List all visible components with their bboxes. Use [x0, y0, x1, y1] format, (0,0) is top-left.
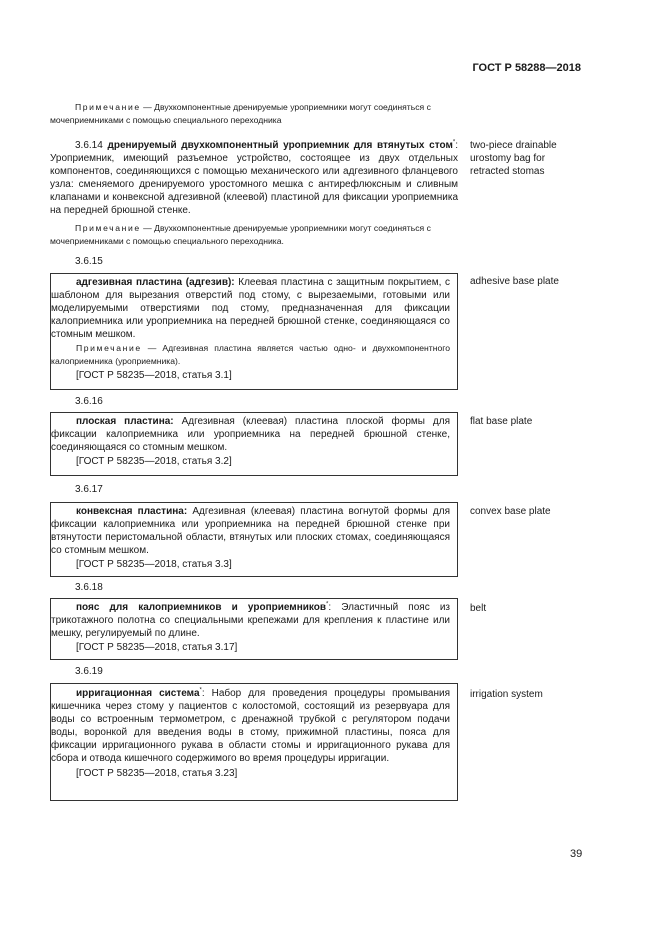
box-note-text: — Адгезивная пластина является частью одно- и двухкомпонентного калоприемника (уроприемника). — [51, 343, 450, 367]
term-definition-3-6-17 — [51, 505, 450, 557]
term-number-3-6-18: 3.6.18 — [75, 582, 103, 593]
term-box-3-6-18 — [50, 598, 458, 660]
term-number-3-6-15: 3.6.15 — [75, 256, 103, 267]
term-number-3-6-17: 3.6.17 — [75, 484, 103, 495]
term-title: плоская пластина: — [76, 416, 174, 427]
term-title: конвексная пластина: — [76, 506, 188, 517]
english-term-3-6-14: two-piece drainable urostomy bag for retracted stomas — [470, 140, 557, 178]
term-mark: * — [452, 139, 456, 146]
english-term-3-6-15: adhesive base plate — [470, 276, 559, 287]
term-source-3-6-16: [ГОСТ Р 58235—2018, статья 3.2] — [76, 456, 232, 468]
term-title: адгезивная пластина (адгезив): — [76, 277, 235, 288]
term-definition-3-6-18 — [51, 601, 450, 640]
document-id: ГОСТ Р 58288—2018 — [472, 62, 581, 74]
note-1 — [50, 101, 458, 127]
term-definition: : Уроприемник, имеющий разъемное устройство, состоящее из двух отдельных компонентов, соединяющихся с помощью механического или адгезивного фланцевого узла: сменяемого дренируемого уростомного мешка с антирефлюксным и сливным клапанами и конвексной адгезивной (клеевой) пластиной для фиксации уроприемника на передней брюшной стенке. — [50, 140, 458, 217]
term-mark: * — [199, 687, 202, 694]
box-note-label: Примечание — [76, 343, 142, 354]
term-definition: : Эластичный пояс из трикотажного полотна со специальными крепежами для крепления к пластине или мешку, регулируемый по длине. — [51, 602, 450, 640]
english-term-3-6-16: flat base plate — [470, 416, 533, 427]
english-term-3-6-19: irrigation system — [470, 689, 543, 700]
term-box-3-6-16 — [50, 412, 458, 476]
term-box-3-6-17 — [50, 502, 458, 577]
term-source-3-6-17: [ГОСТ Р 58235—2018, статья 3.3] — [76, 559, 232, 571]
term-number: 3.6.14 — [75, 140, 103, 151]
term-number-3-6-16: 3.6.16 — [75, 396, 103, 407]
term-source-3-6-18: [ГОСТ Р 58235—2018, статья 3.17] — [76, 642, 238, 654]
term-source-3-6-15: [ГОСТ Р 58235—2018, статья 3.1] — [76, 370, 232, 382]
term-definition-3-6-15 — [51, 276, 450, 341]
term-number-3-6-19: 3.6.19 — [75, 666, 103, 677]
term-source-3-6-19: [ГОСТ Р 58235—2018, статья 3.23] — [76, 767, 238, 779]
term-definition-3-6-19 — [51, 687, 450, 766]
term-definition: : Набор для проведения процедуры промывания кишечника через стому у пациентов с колостомой, состоящий из резервуара для воды со встроенным термометром, с дренажной трубкой с регулятором подачи воды, воронкой для введения воды в стому, прижимной пластины, пояса для фиксации ирригационного рукава в области стомы и ирригационного рукава для сбора и отвода кишечного содержимого во время процедуры ирригации. — [51, 688, 450, 765]
note-2-label: Примечание — [75, 223, 141, 233]
term-title: ирригационная система — [76, 688, 200, 699]
box-note-3-6-15 — [51, 342, 457, 368]
term-title: пояс для калоприемников и уроприемников — [76, 602, 327, 613]
term-title: дренируемый двухкомпонентный уроприемник для втянутых стом — [107, 140, 453, 151]
note-1-text: — Двухкомпонентные дренируемые уроприемники могут соединяться с мочеприемниками с помощью специального переходника — [50, 102, 431, 125]
english-term-3-6-18: belt — [470, 603, 487, 614]
note-1-label: Примечание — [75, 102, 141, 112]
term-mark: * — [326, 601, 329, 608]
term-definition-3-6-16 — [51, 415, 450, 454]
term-box-3-6-15 — [50, 273, 458, 390]
term-3-6-14 — [50, 139, 458, 218]
term-definition: Клеевая пластина с защитным покрытием, с шаблоном для вырезания отверстий под стому, с вырезаемыми, готовыми или моделируемыми отверстиями под стому, предназначенная для фиксации калоприемника или уроприемника на передней брюшной стенке, соединяющаяся со стомным мешком. — [51, 277, 450, 341]
english-term-3-6-17: convex base plate — [470, 506, 551, 517]
page-number: 39 — [570, 848, 583, 860]
term-definition: Адгезивная (клеевая) пластина вогнутой формы для фиксации калоприемника или уроприемника на передней брюшной стенке при втянутости перистомальной области, втянутых или плоских стомах, соединяющаяся со стомным мешком. — [51, 506, 450, 557]
note-2 — [50, 222, 458, 248]
term-box-3-6-19 — [50, 683, 458, 801]
term-definition: Адгезивная (клеевая) пластина плоской формы для фиксации калоприемника или уроприемника на передней брюшной стенке, соединяющаяся со стомным мешком. — [51, 416, 450, 454]
note-2-text: — Двухкомпонентные дренируемые уроприемники могут соединяться с мочеприемниками с помощью специального переходника. — [50, 223, 431, 246]
